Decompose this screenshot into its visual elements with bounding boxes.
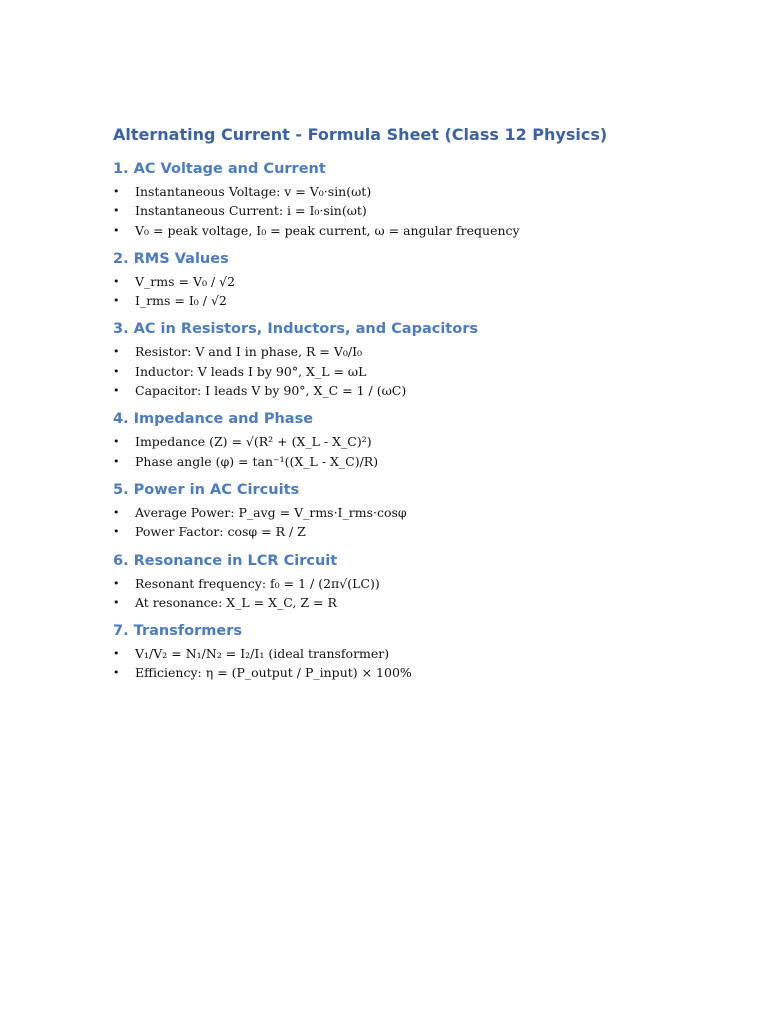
list-item [113, 272, 713, 291]
bullet-list [113, 503, 713, 542]
list-item-text: V₁/V₂ = N₁/N₂ = I₂/I₁ (ideal transformer) [135, 646, 390, 662]
document-page [113, 124, 713, 692]
bullet-icon: • [113, 345, 120, 359]
section-1 [113, 159, 713, 240]
list-item-text: Capacitor: I leads V by 90°, X_C = 1 / (ωC) [135, 383, 407, 399]
bullet-icon: • [113, 576, 120, 590]
list-item-text: Power Factor: cosφ = R / Z [135, 524, 306, 540]
section-heading: 4. Impedance and Phase [113, 411, 314, 428]
bullet-icon: • [113, 223, 120, 237]
section-heading: 6. Resonance in LCR Circuit [113, 552, 338, 569]
list-item-text: Instantaneous Voltage: v = V₀·sin(ωt) [135, 184, 372, 199]
list-item [113, 574, 713, 593]
section-2 [113, 249, 713, 311]
list-item-text: Inductor: V leads I by 90°, X_L = ωL [135, 363, 367, 379]
section-heading: 7. Transformers [113, 623, 242, 640]
bullet-icon: • [113, 435, 120, 449]
list-item [113, 593, 713, 612]
bullet-icon: • [113, 384, 120, 398]
list-item-text: V₀ = peak voltage, I₀ = peak current, ω = angular frequency [135, 222, 520, 238]
section-heading: 3. AC in Resistors, Inductors, and Capacitors [113, 321, 478, 338]
bullet-icon: • [113, 204, 120, 218]
section-7 [113, 621, 713, 683]
list-item-text: I_rms = I₀ / √2 [135, 293, 227, 309]
section-heading: 1. AC Voltage and Current [113, 161, 326, 177]
list-item [113, 381, 713, 400]
list-item [113, 362, 713, 381]
list-item-text: V_rms = V₀ / √2 [135, 273, 236, 289]
list-item-text: Resistor: V and I in phase, R = V₀/I₀ [135, 344, 363, 360]
list-item [113, 452, 713, 471]
list-item-text: Instantaneous Current: i = I₀·sin(ωt) [135, 203, 367, 219]
list-item [113, 201, 713, 220]
bullet-list [113, 432, 713, 471]
bullet-icon: • [113, 294, 120, 308]
list-item [113, 522, 713, 541]
list-item [113, 503, 713, 522]
section-5 [113, 480, 713, 542]
bullet-icon: • [113, 185, 120, 198]
bullet-icon: • [113, 666, 120, 680]
bullet-icon: • [113, 525, 120, 539]
list-item-text: Phase angle (φ) = tan⁻¹((X_L - X_C)/R) [135, 453, 379, 469]
list-item-text: Average Power: P_avg = V_rms·I_rms·cosφ [135, 504, 407, 520]
bullet-icon: • [113, 647, 120, 661]
bullet-icon: • [113, 274, 120, 288]
section-heading: 2. RMS Values [113, 250, 229, 267]
section-4 [113, 409, 713, 471]
bullet-icon: • [113, 505, 120, 519]
section-heading: 5. Power in AC Circuits [113, 481, 300, 498]
bullet-list [113, 574, 713, 613]
list-item-text: Impedance (Z) = √(R² + (X_L - X_C)²) [135, 434, 372, 450]
list-item [113, 644, 713, 663]
bullet-list [113, 342, 713, 400]
bullet-list [113, 272, 713, 311]
list-item-text: Resonant frequency: f₀ = 1 / (2π√(LC)) [135, 575, 380, 591]
section-3 [113, 319, 713, 400]
list-item [113, 342, 713, 361]
list-item-text: At resonance: X_L = X_C, Z = R [135, 594, 337, 610]
bullet-list [113, 182, 713, 240]
list-item [113, 663, 713, 682]
bullet-icon: • [113, 595, 120, 609]
list-item [113, 182, 713, 201]
bullet-icon: • [113, 454, 120, 468]
list-item [113, 432, 713, 451]
bullet-icon: • [113, 364, 120, 378]
section-6 [113, 551, 713, 613]
list-item-text: Efficiency: η = (P_output / P_input) × 100% [135, 665, 412, 681]
list-item [113, 291, 713, 310]
bullet-list [113, 644, 713, 683]
document-title: Alternating Current - Formula Sheet (Class 12 Physics) [113, 125, 608, 144]
sections-container [113, 159, 713, 683]
list-item [113, 221, 713, 240]
